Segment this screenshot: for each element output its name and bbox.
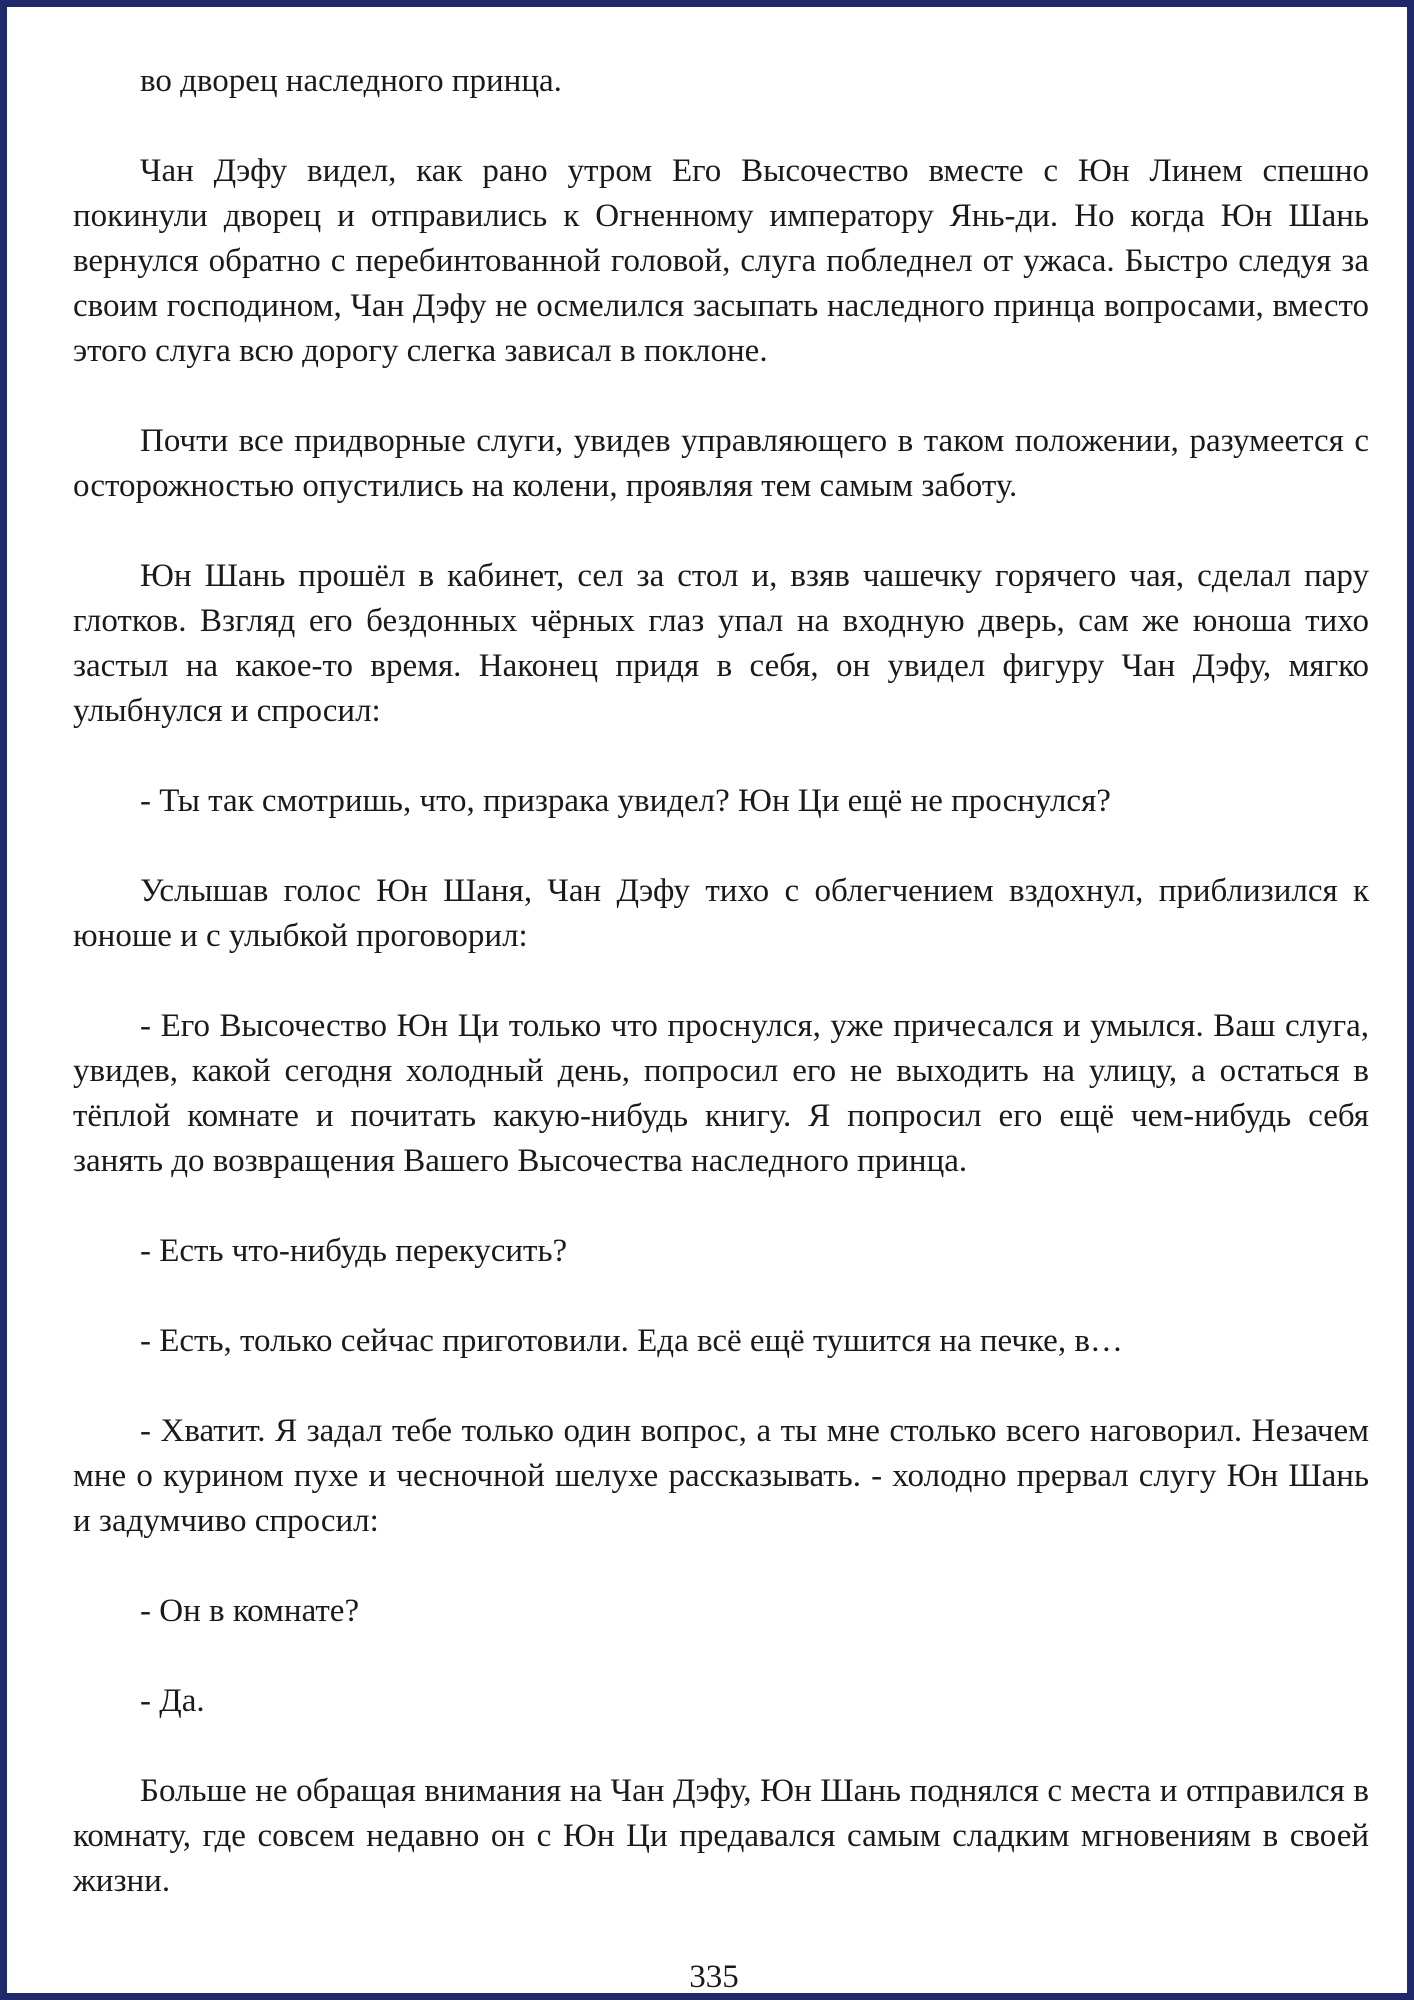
paragraph: Юн Шань прошёл в кабинет, сел за стол и, взяв чашечку горячего чая, сделал пару глотков. Взгляд его бездонных чёрных глаз упал на входную дверь, сам же юноша тихо застыл на какое-то время. Наконец придя в себя, он увидел фигуру Чан Дэфу, мягко улыбнулся и спросил: bbox=[73, 558, 1369, 729]
paragraph: Услышав голос Юн Шаня, Чан Дэфу тихо с облегчением вздохнул, приблизился к юноше и с улыбкой проговорил: bbox=[73, 873, 1369, 954]
paragraph: - Да. bbox=[140, 1683, 205, 1719]
page-text bbox=[73, 59, 1369, 1904]
paragraph: - Ты так смотришь, что, призрака увидел? Юн Ци ещё не проснулся? bbox=[140, 783, 1111, 819]
paragraph: - Есть что-нибудь перекусить? bbox=[140, 1233, 568, 1269]
page-number: 335 bbox=[689, 1959, 739, 1995]
paragraph: - Хватит. Я задал тебе только один вопрос, а ты мне столько всего наговорил. Незачем мне о курином пухе и чесночной шелухе рассказывать. - холодно прервал слугу Юн Шань и задумчиво спросил: bbox=[73, 1413, 1369, 1539]
paragraph: во дворец наследного принца. bbox=[140, 63, 562, 99]
paragraph: - Он в комнате? bbox=[140, 1593, 360, 1629]
paragraph: - Его Высочество Юн Ци только что проснулся, уже причесался и умылся. Ваш слуга, увидев, какой сегодня холодный день, попросил его не выходить на улицу, а остаться в тёплой комнате и почитать какую-нибудь книгу. Я попросил его ещё чем-нибудь себя занять до возвращения Вашего Высочества наследного принца. bbox=[73, 1008, 1369, 1179]
paragraph: Больше не обращая внимания на Чан Дэфу, Юн Шань поднялся с места и отправился в комнату, где совсем недавно он с Юн Ци предавался самым сладким мгновениям в своей жизни. bbox=[73, 1773, 1369, 1899]
paragraph: Почти все придворные слуги, увидев управляющего в таком положении, разумеется с осторожностью опустились на колени, проявляя тем самым заботу. bbox=[73, 423, 1369, 504]
paragraph: Чан Дэфу видел, как рано утром Его Высочество вместе с Юн Линем спешно покинули дворец и отправились к Огненному императору Янь-ди. Но когда Юн Шань вернулся обратно с перебинтованной головой, слуга побледнел от ужаса. Быстро следуя за своим господином, Чан Дэфу не осмелился засыпать наследного принца вопросами, вместо этого слуга всю дорогу слегка зависал в поклоне. bbox=[73, 153, 1369, 369]
paragraph: - Есть, только сейчас приготовили. Еда всё ещё тушится на печке, в… bbox=[140, 1323, 1123, 1359]
